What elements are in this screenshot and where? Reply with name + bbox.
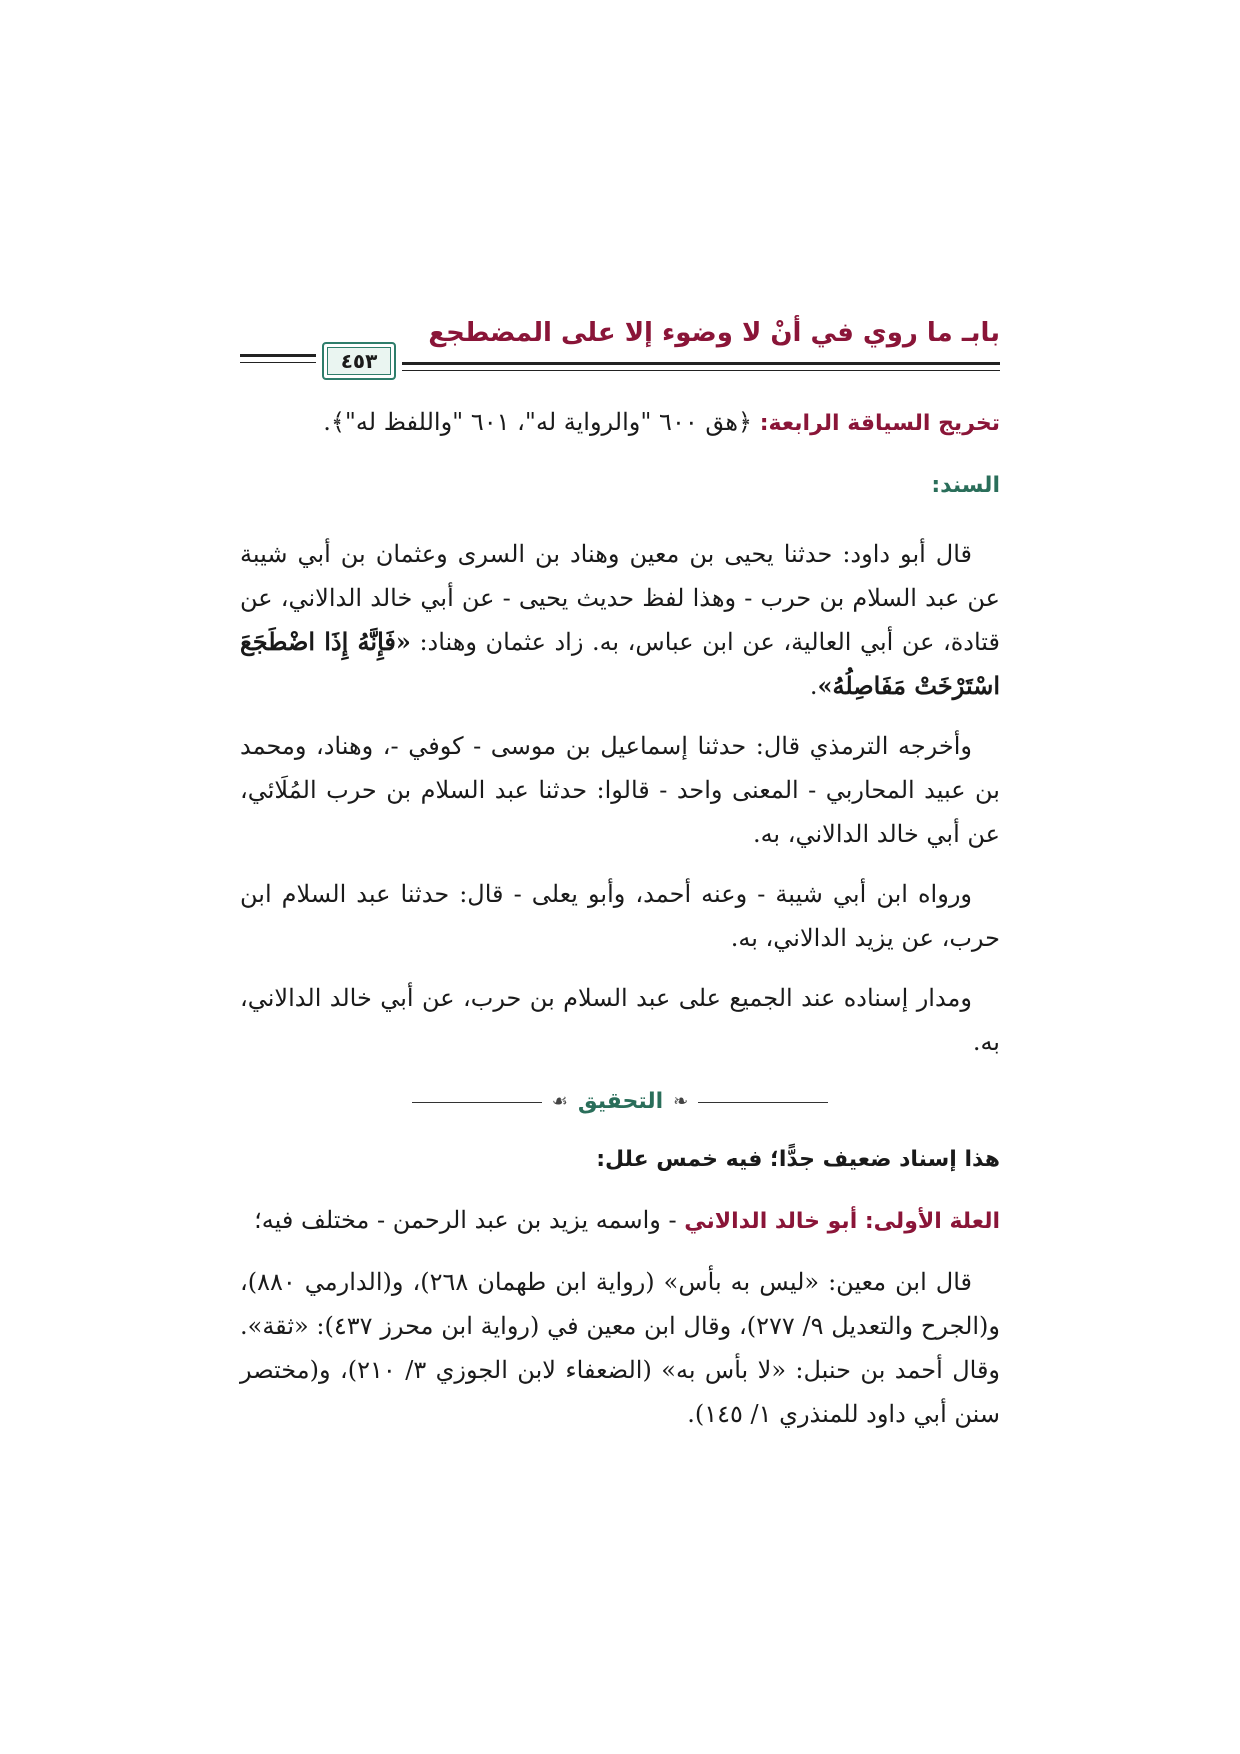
page-number: ٤٥٣ bbox=[340, 349, 378, 373]
divider-line-right bbox=[698, 1102, 828, 1103]
header-rule-right-thin bbox=[402, 370, 1000, 371]
hadith-quote: «فَإِنَّهُ إِذَا اضْطَجَعَ اسْتَرْخَتْ مَفَاصِلُهُ» bbox=[240, 627, 1000, 700]
paragraph-abu-dawud-end: . bbox=[809, 672, 818, 700]
header-rule-left bbox=[240, 354, 316, 357]
paragraph-abu-dawud-text: قال أبو داود: حدثنا يحيى بن معين وهناد بن السرى وعثمان بن أبي شيبة عن عبد السلام بن حرب - وهذا لفظ حديث يحيى - عن أبي خالد الدالاني، عن قتادة، عن أبي العالية، عن ابن عباس، به. زاد عثمان وهناد: bbox=[240, 540, 1000, 656]
divider-line-left bbox=[412, 1102, 542, 1103]
paragraph-abu-dawud bbox=[240, 532, 1000, 708]
takhrij-line bbox=[240, 400, 1000, 446]
page-number-badge bbox=[322, 342, 396, 380]
sanad-heading bbox=[240, 462, 1000, 508]
paragraph-tirmidhi: وأخرجه الترمذي قال: حدثنا إسماعيل بن موسى - كوفي -، وهناد، ومحمد بن عبيد المحاربي - المعنى واحد - قالوا: حدثنا عبد السلام بن حرب المُلَائي، عن أبي خالد الدالاني، به. bbox=[240, 732, 1000, 848]
page-content bbox=[240, 400, 1000, 1452]
header-rule-left-thin bbox=[240, 362, 316, 363]
takhrij-text: ﴿هق ٦٠٠ "والرواية له"، ٦٠١ "واللفظ له"﴾. bbox=[323, 408, 753, 436]
page-header bbox=[240, 318, 1000, 378]
illa-first bbox=[240, 1198, 1000, 1244]
verdict-line: هذا إسناد ضعيف جدًّا؛ فيه خمس علل: bbox=[596, 1147, 1000, 1172]
illa-first-text: - واسمه يزيد بن عبد الرحمن - مختلف فيه؛ bbox=[254, 1206, 677, 1234]
paragraph-madar: ومدار إسناده عند الجميع على عبد السلام بن حرب، عن أبي خالد الدالاني، به. bbox=[240, 984, 1000, 1056]
tahqiq-divider bbox=[240, 1080, 1000, 1124]
sanad-label: السند: bbox=[931, 473, 1000, 498]
header-rule-right bbox=[402, 362, 1000, 365]
takhrij-label: تخريج السياقة الرابعة: bbox=[759, 411, 1000, 436]
paragraph-ibn-abi-shayba: ورواه ابن أبي شيبة - وعنه أحمد، وأبو يعلى - قال: حدثنا عبد السلام ابن حرب، عن يزيد الدالاني، به. bbox=[240, 880, 1000, 952]
paragraph-ibn-main: قال ابن معين: «ليس به بأس» (رواية ابن طهمان ٢٦٨)، و(الدارمي ٨٨٠)، و(الجرح والتعديل ٩/ ٢٧٧)، وقال ابن معين في (رواية ابن محرز ٤٣٧): «ثقة». وقال أحمد بن حنبل: «لا بأس به» (الضعفاء لابن الجوزي ٣/ ٢١٠)، و(مختصر سنن أبي داود للمنذري ١/ ١٤٥). bbox=[240, 1268, 1001, 1428]
illa-first-name: أبو خالد الدالاني bbox=[684, 1209, 858, 1234]
tahqiq-heading: التحقيق bbox=[577, 1089, 664, 1114]
chapter-title: بابـ ما روي في أنْ لا وضوء إلا على المضطجع bbox=[428, 318, 1000, 348]
ornament-icon: ❧ bbox=[673, 1091, 689, 1112]
illa-first-label: العلة الأولى: bbox=[864, 1209, 1000, 1234]
ornament-icon: ☙ bbox=[551, 1091, 568, 1112]
